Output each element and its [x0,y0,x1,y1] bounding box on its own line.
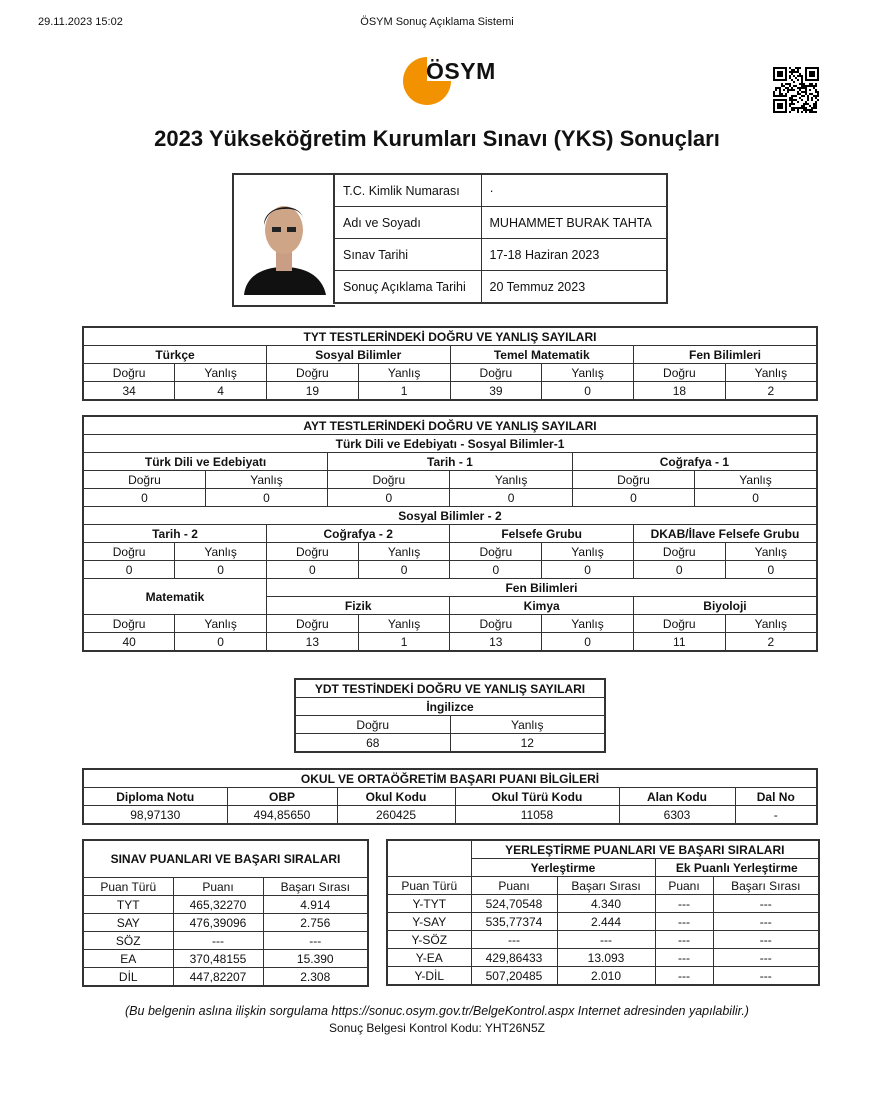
ayt-subject: Kimya [450,597,633,615]
info-value: · [481,174,667,207]
score-cell-r: 4.914 [263,896,368,914]
y-label: Yanlış [205,471,327,489]
ydt-d-label: Doğru [295,716,450,734]
score-cell-p: --- [173,932,263,950]
score-cell-t: EA [83,950,173,968]
placement-cell-yr: 2.010 [557,967,655,986]
tyt-table [82,326,818,401]
info-label: Sonuç Açıklama Tarihi [334,271,481,304]
y-label: Yanlış [695,471,817,489]
student-info-table [333,173,668,304]
info-row [334,207,667,239]
score-cell-p: 447,82207 [173,968,263,987]
page-title: 2023 Yükseköğretim Kurumları Sınavı (YKS) Sonuçları [154,126,720,151]
tyt-d-value: 19 [267,382,359,401]
info-label: Sınav Tarihi [334,239,481,271]
ayt-d-value: 0 [83,489,205,507]
ayt-table [82,415,818,652]
ayt-title: AYT TESTLERİNDEKİ DOĞRU VE YANLIŞ SAYILARI [83,416,817,435]
placement-cell-yt: Y-DİL [387,967,471,986]
placement-cell-ep: --- [655,931,713,949]
control-code: Sonuç Belgesi Kontrol Kodu: YHT26N5Z [329,1021,545,1035]
obp-title: OKUL VE ORTAÖĞRETİM BAŞARI PUANI BİLGİLERİ [83,769,817,788]
score-row [83,896,368,914]
obp-value: 260425 [337,806,455,825]
header-rank: Başarı Sırası [263,878,368,896]
header-y-score: Puanı [471,877,557,895]
obp-header: Okul Türü Kodu [455,788,619,806]
ayt-y-value: 0 [542,561,634,579]
y-label: Yanlış [358,543,450,561]
ayt-subject: Türk Dili ve Edebiyatı [83,453,328,471]
ayt-row [83,507,817,525]
placement-cell-ep: --- [655,913,713,931]
score-row [83,932,368,950]
ayt-row [83,543,817,561]
ayt-y-value: 2 [725,633,817,652]
header-score: Puanı [173,878,263,896]
ayt-d-value: 13 [266,633,358,652]
ayt-group1: Türk Dili ve Edebiyatı - Sosyal Bilimler-1 [83,435,817,453]
y-label: Yanlış [542,543,634,561]
ayt-subject: Tarih - 2 [83,525,266,543]
placement-cell-yt: Y-TYT [387,895,471,913]
header-y-score-type: Puan Türü [387,877,471,895]
placement-cell-yr: 2.444 [557,913,655,931]
ayt-row [83,561,817,579]
d-label: Doğru [266,543,358,561]
score-cell-t: DİL [83,968,173,987]
d-label: Doğru [266,615,358,633]
score-cell-r: --- [263,932,368,950]
tyt-y-value: 2 [725,382,817,401]
placement-cell-yr: --- [557,931,655,949]
placement-row [387,931,819,949]
obp-value: 6303 [619,806,735,825]
placement-row [387,967,819,986]
ayt-d-value: 0 [266,561,358,579]
obp-header: Dal No [735,788,817,806]
y-label: Yanlış [725,543,817,561]
placement-cell-er: --- [713,949,819,967]
header-y-rank: Başarı Sırası [557,877,655,895]
placement-cell-yp: 429,86433 [471,949,557,967]
ayt-y-value: 0 [542,633,634,652]
y-label: Yanlış [725,364,817,382]
obp-header: OBP [227,788,337,806]
placement-yer: Yerleştirme [471,859,655,877]
ayt-subject: Tarih - 1 [328,453,573,471]
ayt-row [83,471,817,489]
y-label: Yanlış [358,615,450,633]
placement-corner-cell [387,840,471,877]
placement-cell-ep: --- [655,967,713,986]
ayt-group2: Sosyal Bilimler - 2 [83,507,817,525]
tyt-subject: Fen Bilimleri [634,346,818,364]
qr-code [773,67,819,113]
tyt-subject: Türkçe [83,346,267,364]
score-row [83,914,368,932]
placement-cell-er: --- [713,913,819,931]
tyt-subject: Sosyal Bilimler [267,346,451,364]
info-row [334,271,667,304]
ayt-subject: Fizik [266,597,449,615]
ayt-math: Matematik [83,579,266,615]
d-label: Doğru [83,364,175,382]
qr-code-icon [773,67,819,113]
placement-row [387,913,819,931]
d-label: Doğru [83,471,205,489]
placement-scores-table [386,839,820,986]
ayt-d-value: 13 [450,633,542,652]
exam-scores-title: SINAV PUANLARI VE BAŞARI SIRALARI [83,840,368,878]
placement-cell-yp: --- [471,931,557,949]
ayt-y-value: 0 [450,489,572,507]
d-label: Doğru [328,471,450,489]
y-label: Yanlış [542,615,634,633]
ayt-d-value: 0 [633,561,725,579]
tyt-y-value: 4 [175,382,267,401]
ayt-row [83,615,817,633]
osym-logo-text: ÖSYM [426,58,496,84]
info-value: 17-18 Haziran 2023 [481,239,667,271]
score-cell-r: 15.390 [263,950,368,968]
ayt-row [83,525,817,543]
ayt-d-value: 0 [450,561,542,579]
score-cell-r: 2.756 [263,914,368,932]
header-ek-score: Puanı [655,877,713,895]
verification-note: (Bu belgenin aslına ilişkin sorgulama https://sonuc.osym.gov.tr/BelgeKontrol.aspx Internet adresinden yapılabilir.) [125,1004,749,1018]
student-photo [232,173,335,307]
info-value: MUHAMMET BURAK TAHTA [481,207,667,239]
ydt-subject: İngilizce [295,698,605,716]
ydt-y-value: 12 [450,734,605,753]
d-label: Doğru [633,543,725,561]
d-label: Doğru [83,543,175,561]
d-label: Doğru [83,615,175,633]
info-value: 20 Temmuz 2023 [481,271,667,304]
ayt-y-value: 0 [205,489,327,507]
score-cell-p: 476,39096 [173,914,263,932]
tyt-d-value: 39 [450,382,542,401]
score-row [83,968,368,987]
info-label: T.C. Kimlik Numarası [334,174,481,207]
placement-cell-ep: --- [655,949,713,967]
header-score-type: Puan Türü [83,878,173,896]
placement-cell-yt: Y-SÖZ [387,931,471,949]
placement-cell-yr: 13.093 [557,949,655,967]
placement-cell-yt: Y-EA [387,949,471,967]
placement-ek: Ek Puanlı Yerleştirme [655,859,819,877]
ydt-d-value: 68 [295,734,450,753]
placement-row [387,949,819,967]
obp-value: 494,85650 [227,806,337,825]
ayt-row [83,579,817,597]
placement-cell-er: --- [713,931,819,949]
d-label: Doğru [267,364,359,382]
placement-title: YERLEŞTİRME PUANLARI VE BAŞARI SIRALARI [471,840,819,859]
obp-value: 98,97130 [83,806,227,825]
y-label: Yanlış [358,364,450,382]
y-label: Yanlış [725,615,817,633]
placement-cell-ep: --- [655,895,713,913]
score-cell-r: 2.308 [263,968,368,987]
d-label: Doğru [572,471,694,489]
y-label: Yanlış [542,364,634,382]
ayt-d-value: 40 [83,633,175,652]
placement-cell-yp: 507,20485 [471,967,557,986]
tyt-d-value: 34 [83,382,175,401]
info-label: Adı ve Soyadı [334,207,481,239]
score-cell-t: TYT [83,896,173,914]
y-label: Yanlış [450,471,572,489]
ayt-y-value: 0 [358,561,450,579]
score-cell-t: SÖZ [83,932,173,950]
d-label: Doğru [450,364,542,382]
y-label: Yanlış [175,615,267,633]
ydt-table [294,678,606,753]
ayt-y-value: 0 [175,561,267,579]
ayt-fen-title: Fen Bilimleri [266,579,817,597]
placement-cell-yp: 535,77374 [471,913,557,931]
ydt-y-label: Yanlış [450,716,605,734]
ayt-row [83,489,817,507]
obp-header: Diploma Notu [83,788,227,806]
d-label: Doğru [634,364,726,382]
placement-cell-er: --- [713,967,819,986]
system-name: ÖSYM Sonuç Açıklama Sistemi [360,16,514,28]
ayt-d-value: 11 [633,633,725,652]
d-label: Doğru [450,615,542,633]
score-cell-t: SAY [83,914,173,932]
score-cell-p: 370,48155 [173,950,263,968]
ayt-subject: Biyoloji [633,597,817,615]
obp-header: Alan Kodu [619,788,735,806]
header-ek-rank: Başarı Sırası [713,877,819,895]
ayt-d-value: 0 [572,489,694,507]
y-label: Yanlış [175,364,267,382]
ayt-d-value: 0 [83,561,175,579]
ayt-row [83,416,817,435]
tyt-subject: Temel Matematik [450,346,634,364]
ayt-y-value: 1 [358,633,450,652]
tyt-y-value: 0 [542,382,634,401]
d-label: Doğru [450,543,542,561]
info-row [334,174,667,207]
y-label: Yanlış [175,543,267,561]
ayt-row [83,435,817,453]
score-cell-p: 465,32270 [173,896,263,914]
placement-cell-yt: Y-SAY [387,913,471,931]
person-photo-icon [234,175,335,305]
tyt-y-value: 1 [358,382,450,401]
obp-value: - [735,806,817,825]
score-row [83,950,368,968]
ayt-subject: DKAB/İlave Felsefe Grubu [633,525,817,543]
ydt-title: YDT TESTİNDEKİ DOĞRU VE YANLIŞ SAYILARI [295,679,605,698]
ayt-row [83,453,817,471]
ayt-subject: Coğrafya - 1 [572,453,817,471]
ayt-y-value: 0 [725,561,817,579]
placement-cell-yr: 4.340 [557,895,655,913]
tyt-title: TYT TESTLERİNDEKİ DOĞRU VE YANLIŞ SAYILARI [83,327,817,346]
ayt-row [83,633,817,652]
ayt-d-value: 0 [328,489,450,507]
placement-row [387,895,819,913]
info-row [334,239,667,271]
ayt-subject: Felsefe Grubu [450,525,633,543]
obp-value: 11058 [455,806,619,825]
obp-table [82,768,818,825]
obp-header: Okul Kodu [337,788,455,806]
placement-cell-er: --- [713,895,819,913]
exam-scores-table [82,839,369,987]
d-label: Doğru [633,615,725,633]
ayt-y-value: 0 [695,489,817,507]
placement-cell-yp: 524,70548 [471,895,557,913]
tyt-d-value: 18 [634,382,726,401]
ayt-y-value: 0 [175,633,267,652]
ayt-subject: Coğrafya - 2 [266,525,449,543]
print-datetime: 29.11.2023 15:02 [38,16,123,28]
